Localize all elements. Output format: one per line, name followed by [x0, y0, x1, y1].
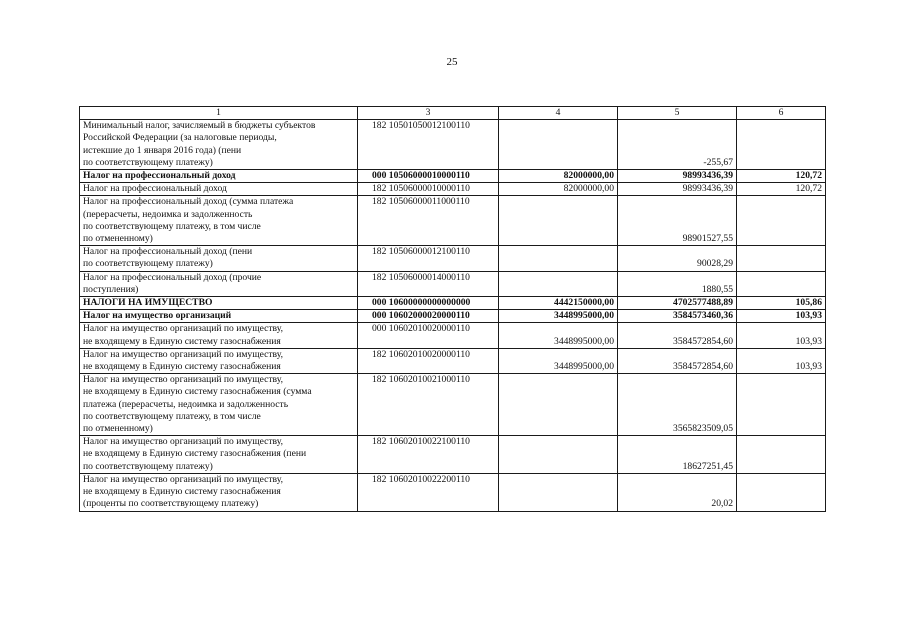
row-percent-cell [737, 196, 826, 246]
row-code-cell: 182 10602010020000110 [358, 348, 499, 373]
row-plan-cell [499, 196, 618, 246]
table-row [80, 170, 826, 183]
header-col-6: 6 [737, 107, 826, 120]
table-row [80, 310, 826, 323]
row-name-cell: НАЛОГИ НА ИМУЩЕСТВО [80, 297, 358, 310]
row-actual-cell: 98901527,55 [618, 196, 737, 246]
table-row [80, 436, 826, 474]
row-actual-cell: 3584572854,60 [618, 323, 737, 348]
row-percent-cell: 103,93 [737, 348, 826, 373]
table-row [80, 183, 826, 196]
row-actual-cell: 20,02 [618, 473, 737, 511]
row-percent-cell: 103,93 [737, 310, 826, 323]
table-row [80, 120, 826, 170]
row-actual-cell: 98993436,39 [618, 170, 737, 183]
row-percent-cell [737, 374, 826, 436]
row-plan-cell: 4442150000,00 [499, 297, 618, 310]
row-percent-cell: 105,86 [737, 297, 826, 310]
row-code-cell: 000 10506000010000110 [358, 170, 499, 183]
row-actual-cell: 4702577488,89 [618, 297, 737, 310]
row-plan-cell: 3448995000,00 [499, 348, 618, 373]
row-actual-cell: 1880,55 [618, 271, 737, 296]
table-row [80, 196, 826, 246]
row-plan-cell: 3448995000,00 [499, 310, 618, 323]
row-actual-cell: -255,67 [618, 120, 737, 170]
table-row [80, 271, 826, 296]
row-plan-cell [499, 271, 618, 296]
row-name-cell: Налог на имущество организаций по имуществу, не входящему в Единую систему газоснабжения [80, 323, 358, 348]
row-code-cell: 000 10600000000000000 [358, 297, 499, 310]
row-name-cell: Налог на имущество организаций по имуществу, не входящему в Единую систему газоснабжения (сумма платежа (перерасчеты, недоимка и задолженность по соответствующему платежу, в том числе по отмененному) [80, 374, 358, 436]
table-row [80, 246, 826, 271]
table-row [80, 297, 826, 310]
header-col-3: 3 [358, 107, 499, 120]
row-percent-cell [737, 473, 826, 511]
row-actual-cell: 98993436,39 [618, 183, 737, 196]
row-name-cell: Налог на имущество организаций по имуществу, не входящему в Единую систему газоснабжения (проценты по соответствующему платежу) [80, 473, 358, 511]
row-name-cell: Налог на имущество организаций по имуществу, не входящему в Единую систему газоснабжения [80, 348, 358, 373]
row-percent-cell [737, 271, 826, 296]
row-code-cell: 182 10501050012100110 [358, 120, 499, 170]
table-header-row [80, 107, 826, 120]
row-name-cell: Налог на имущество организаций по имуществу, не входящему в Единую систему газоснабжения (пени по соответствующему платежу) [80, 436, 358, 474]
row-actual-cell: 3584572854,60 [618, 348, 737, 373]
row-plan-cell: 82000000,00 [499, 170, 618, 183]
row-actual-cell: 3584573460,36 [618, 310, 737, 323]
header-col-4: 4 [499, 107, 618, 120]
header-col-1: 1 [80, 107, 358, 120]
row-percent-cell: 120,72 [737, 170, 826, 183]
row-actual-cell: 18627251,45 [618, 436, 737, 474]
row-code-cell: 182 10506000014000110 [358, 271, 499, 296]
table-row [80, 323, 826, 348]
row-code-cell: 000 10602000020000110 [358, 310, 499, 323]
row-code-cell: 000 10602010020000110 [358, 323, 499, 348]
header-col-5: 5 [618, 107, 737, 120]
row-plan-cell [499, 120, 618, 170]
row-plan-cell: 82000000,00 [499, 183, 618, 196]
row-code-cell: 182 10602010021000110 [358, 374, 499, 436]
row-percent-cell: 120,72 [737, 183, 826, 196]
row-percent-cell [737, 120, 826, 170]
row-plan-cell [499, 473, 618, 511]
row-name-cell: Налог на профессиональный доход [80, 170, 358, 183]
row-actual-cell: 3565823509,05 [618, 374, 737, 436]
row-name-cell: Налог на имущество организаций [80, 310, 358, 323]
row-code-cell: 182 10602010022200110 [358, 473, 499, 511]
row-code-cell: 182 10506000011000110 [358, 196, 499, 246]
row-plan-cell [499, 246, 618, 271]
row-percent-cell [737, 246, 826, 271]
row-plan-cell [499, 374, 618, 436]
row-name-cell: Налог на профессиональный доход [80, 183, 358, 196]
budget-table [79, 106, 826, 512]
page-number: 25 [446, 56, 458, 68]
row-plan-cell [499, 436, 618, 474]
row-plan-cell: 3448995000,00 [499, 323, 618, 348]
row-percent-cell [737, 436, 826, 474]
row-name-cell: Налог на профессиональный доход (прочие поступления) [80, 271, 358, 296]
row-name-cell: Налог на профессиональный доход (пени по соответствующему платежу) [80, 246, 358, 271]
table-row [80, 473, 826, 511]
row-name-cell: Налог на профессиональный доход (сумма платежа (перерасчеты, недоимка и задолженность по соответствующему платежу, в том числе по отмененному) [80, 196, 358, 246]
row-code-cell: 182 10506000012100110 [358, 246, 499, 271]
table-row [80, 374, 826, 436]
row-name-cell: Минимальный налог, зачисляемый в бюджеты субъектов Российской Федерации (за налоговые периоды, истекшие до 1 января 2016 года) (пени по соответствующему платежу) [80, 120, 358, 170]
row-code-cell: 182 10506000010000110 [358, 183, 499, 196]
row-code-cell: 182 10602010022100110 [358, 436, 499, 474]
row-actual-cell: 90028,29 [618, 246, 737, 271]
row-percent-cell: 103,93 [737, 323, 826, 348]
table-row [80, 348, 826, 373]
